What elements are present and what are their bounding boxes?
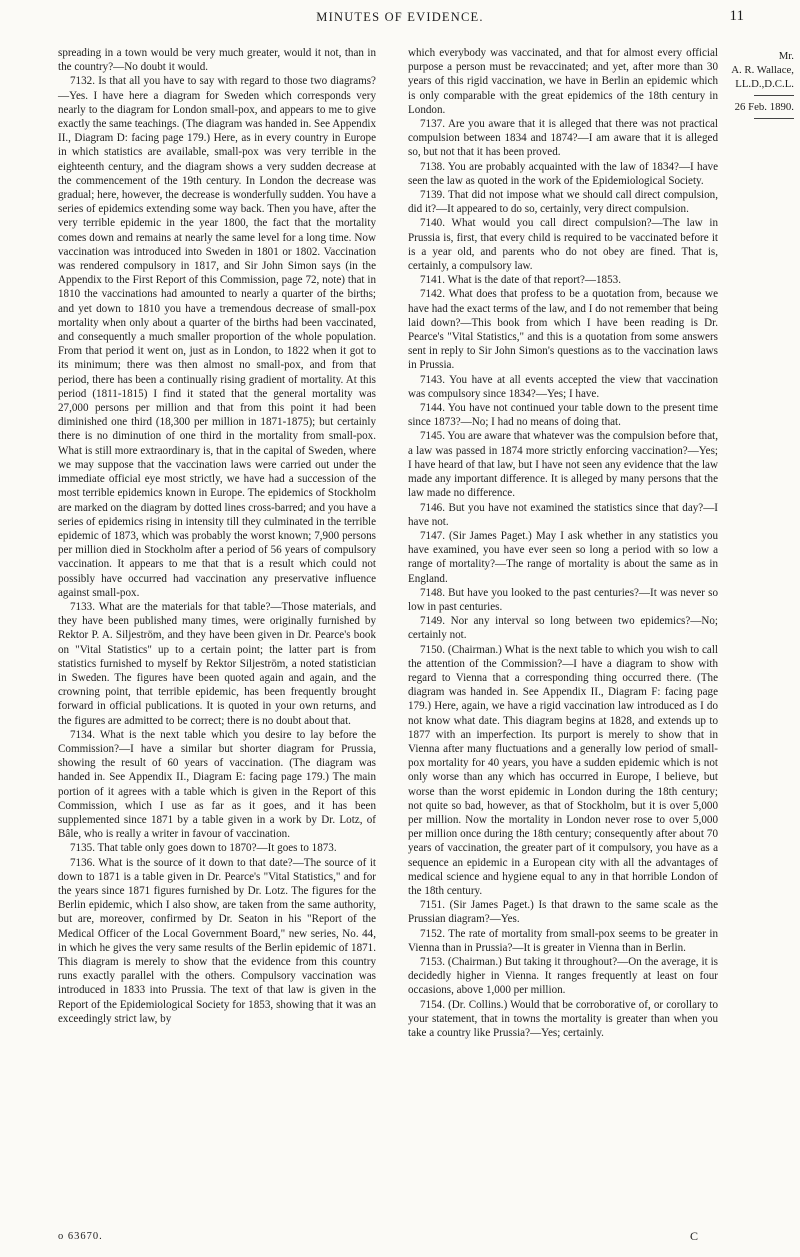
page-header [0,10,800,34]
witness-margin-note [728,49,794,123]
page-number: 11 [729,8,744,24]
paragraph: 7153. (Chairman.) But taking it throughout?—On the average, it is decidedly higher in Vienna. It ranges frequently at least on four occasions, above 1,000 per million. [408,956,718,997]
paragraph: 7146. But you have not examined the statistics since that day?—I have not. [408,501,718,528]
paragraph: 7143. You have at all events accepted the view that vaccination was compulsory since 1834?—Yes; I have. [408,373,718,400]
print-signature: o 63670. [58,1231,103,1242]
paragraph: 7140. What would you call direct compulsion?—The law in Prussia is, first, that every child is required to be vaccinated before it is a year old, and parents who do not obey are fined. That is, certainly, a compulsory law. [408,217,718,273]
left-column [58,46,376,1026]
margin-line: LL.D.,D.C.L. [735,78,794,90]
paragraph: spreading in a town would be very much greater, would it not, than in the country?—No doubt it would. [58,47,376,74]
sheet-letter: C [690,1229,699,1243]
margin-date: 26 Feb. 1890. [734,101,794,113]
paragraph: 7134. What is the next table which you desire to lay before the Commission?—I have a similar but shorter diagram for Prussia, showing the result of 60 years of vaccination. (The diagram was handed in. See Appendix II., Diagram E: facing page 179.) The main portion of it agrees with a table which is given in the Report of this Commission, which I use as far as it goes, and it has been supplemented since 1871 by a table given in a work by Dr. Lotz, of Bâle, who is really a writer in favour of vaccination. [58,728,376,841]
running-head: MINUTES OF EVIDENCE. [316,10,484,24]
paragraph: 7154. (Dr. Collins.) Would that be corroborative of, or corollary to your statement, that in towns the mortality is greater than when you take a country like Prussia?—Yes; certainly. [408,998,718,1040]
right-column [408,46,718,1040]
paragraph: 7142. What does that profess to be a quotation from, because we have had the exact terms of the law, and I do not remember that being laid down?—This book from which I have been reading is Dr. Pearce's "Vital Statistics," and this is a quotation from some answers sent in reply to Sir John Simon's questions as to the vaccination laws in Prussia. [408,288,718,372]
paragraph: which everybody was vaccinated, and that for almost every official purpose a person must be revaccinated; and yet, after more than 30 years of this rigid vaccination, we have in Berlin an epidemic which is only comparable with the great epidemics of the 18th century in London. [408,47,718,116]
paragraph: 7139. That did not impose what we should call direct compulsion, did it?—It appeared to do so, certainly, very direct compulsion. [408,189,718,216]
paragraph: 7136. What is the source of it down to that date?—The source of it down to 1871 is a table given in Dr. Pearce's "Vital Statistics," and for the years since 1871 figures furnished by Dr. Lotz. The figures for the Berlin epidemic, which I also show, are taken from the same authority, but are, moreover, confirmed by Dr. Seaton in his "Report of the Medical Officer of the Local Government Board," new series, No. 44, in which he gives the very same results of the Berlin epidemic of 1871. This diagram is merely to show that the evidence from this country runs exactly parallel with the others. Compulsory vaccination was introduced in 1833 into Prussia. The text of that law is given in the Report of the Epidemiological Society for 1853, showing that it was an exceedingly strict law, by [58,856,376,1025]
paragraph: 7141. What is the date of that report?—1853. [420,274,621,287]
paragraph: 7148. But have you looked to the past centuries?—It was never so low in past centuries. [408,586,718,613]
paragraph: 7137. Are you aware that it is alleged that there was not practical compulsion between 1834 and 1874?—I am aware that it is alleged so, but not that it has been proved. [408,118,718,159]
paragraph: 7138. You are probably acquainted with the law of 1834?—I have seen the law as quoted in the work of the Epidemiological Society. [408,160,718,187]
margin-line: Mr. [778,50,794,62]
margin-line: A. R. Wallace, [731,64,794,76]
paragraph: 7151. (Sir James Paget.) Is that drawn to the same scale as the Prussian diagram?—Yes. [408,899,718,926]
paragraph: 7152. The rate of mortality from small-pox seems to be greater in Vienna than in Prussia?—It is greater in Vienna than in Berlin. [408,927,718,954]
margin-rule [754,95,794,96]
margin-rule [754,118,794,119]
paragraph: 7149. Nor any interval so long between two epidemics?—No; certainly not. [408,615,718,642]
paragraph: 7147. (Sir James Paget.) May I ask whether in any statistics you have examined, you have ever seen so long a period with so low a range of mortality?—The range of mortality is about the same as in England. [408,529,718,585]
paragraph: 7135. That table only goes down to 1870?—It goes to 1873. [70,842,337,855]
paragraph: 7144. You have not continued your table down to the present time since 1873?—No; I had no means of doing that. [408,402,718,429]
paragraph: 7132. Is that all you have to say with regard to those two diagrams?—Yes. I have here a diagram for Sweden which corresponds very nearly to the diagram for London small-pox, and appears to me to give exactly the same teachings. (The diagram was handed in. See Appendix II., Diagram D: facing page 179.) Here, as in every country in Europe in which statistics are available, small-pox was very terrible in the eighteenth century, and the diagram shows a very sudden decrease at the commencement of the 19th century. In London the decrease was gradual; here, however, the decrease is wonderfully sudden. You have a series of epidemics extending some way back. Then you have, after the very terrible epidemic in the year 1800, the fact that the mortality comes down and remains at nearly the same level for a long time. Now vaccination was introduced into Sweden in 1801 or 1802. Vaccination was rendered compulsory in 1817, and Sir John Simon says (in the Appendix to the First Report of this Commission, page 72, note) that in 1810 the vaccinations had amounted to nearly a quarter of the births; and yet down to 1810 you have a tremendous decrease of small-pox mortality when only about a quarter of the births had been vaccinated, and consequently a much smaller proportion of the whole population. From that period it went on, just as in London, to 1822 when it got to its minimum; there was then almost no small-pox, and from that period, there has been a continually rising gradient of mortality. At this period (1811-1815) I find it stated that the general mortality was 27,000 persons per million and that from this point it had been diminished one third (18,300 per million in 1871-1875); but certainly there is no diminution of one third in the mortality from small-pox. What is still more extraordinary is, that in the capital of Sweden, where we may suppose that the vaccination laws were carried out under the immediate official eye most strictly, we have had a succession of the most terrible epidemics known in Europe. The epidemics of Stockholm are marked on the diagram by dotted lines cross-barred; and you have a series of epidemics rising in intensity till they culminated in the terrible epidemic of 1873, which was probably the worst known; 7,900 persons per million died in Stockholm after a period of 56 years of compulsory vaccination. It appears to me that that is a result which could not possibly have occurred had vaccination any preservative influence against small-pox. [58,75,376,599]
paragraph: 7150. (Chairman.) What is the next table to which you wish to call the attention of the Commission?—I have a diagram to show with regard to Vienna that a corresponding thing occurred there. (The diagram was handed in. See Appendix II., Diagram F: facing page 179.) Here, again, we have a rigid vaccination law introduced as I do not know what date. This diagram begins at 1828, and extends up to 1877 with an imperfection. Its purport is merely to show that in Vienna after many fluctuations and a generally low period of small-pox mortality for 40 years, you have a sudden epidemic which is not only worse than any which has occurred in Europe, I believe, but worse than the worst epidemic in London during the 18th century; not quite so bad, however, as that of Stockholm, but it is over 5,000 per million. Now the mortality in London never rose to over 5,000 per million once during the 18th century; consequently after about 70 years of vaccination, the greater part of it compulsory, you have as a sequence an epidemic in a European city with all the advantages of medical science and hygiene equal to any in that horrible London of the 18th century. [408,643,718,897]
paragraph: 7145. You are aware that whatever was the compulsion before that, a law was passed in 1874 more strictly enforcing vaccination?—Yes; I have heard of that law, but I have not seen any evidence that the law made any important difference. It is alleged by many persons that the law made no difference. [408,430,718,500]
paragraph: 7133. What are the materials for that table?—Those materials, and they have been published many times, were originally furnished by Rektor P. A. Siljeström, and they have been given in Dr. Pearce's book on "Vital Statistics" up to a certain point; the latter part is from statistics furnished to myself by Rektor Siljeström, a noted statistician in Sweden. The figures have been quoted again and again, and the crowning point, that terrible epidemic, has been frequently brought forward in official publications. It is quoted in your own returns, and the figures are admitted to be correct; there is no doubt about that. [58,600,376,727]
